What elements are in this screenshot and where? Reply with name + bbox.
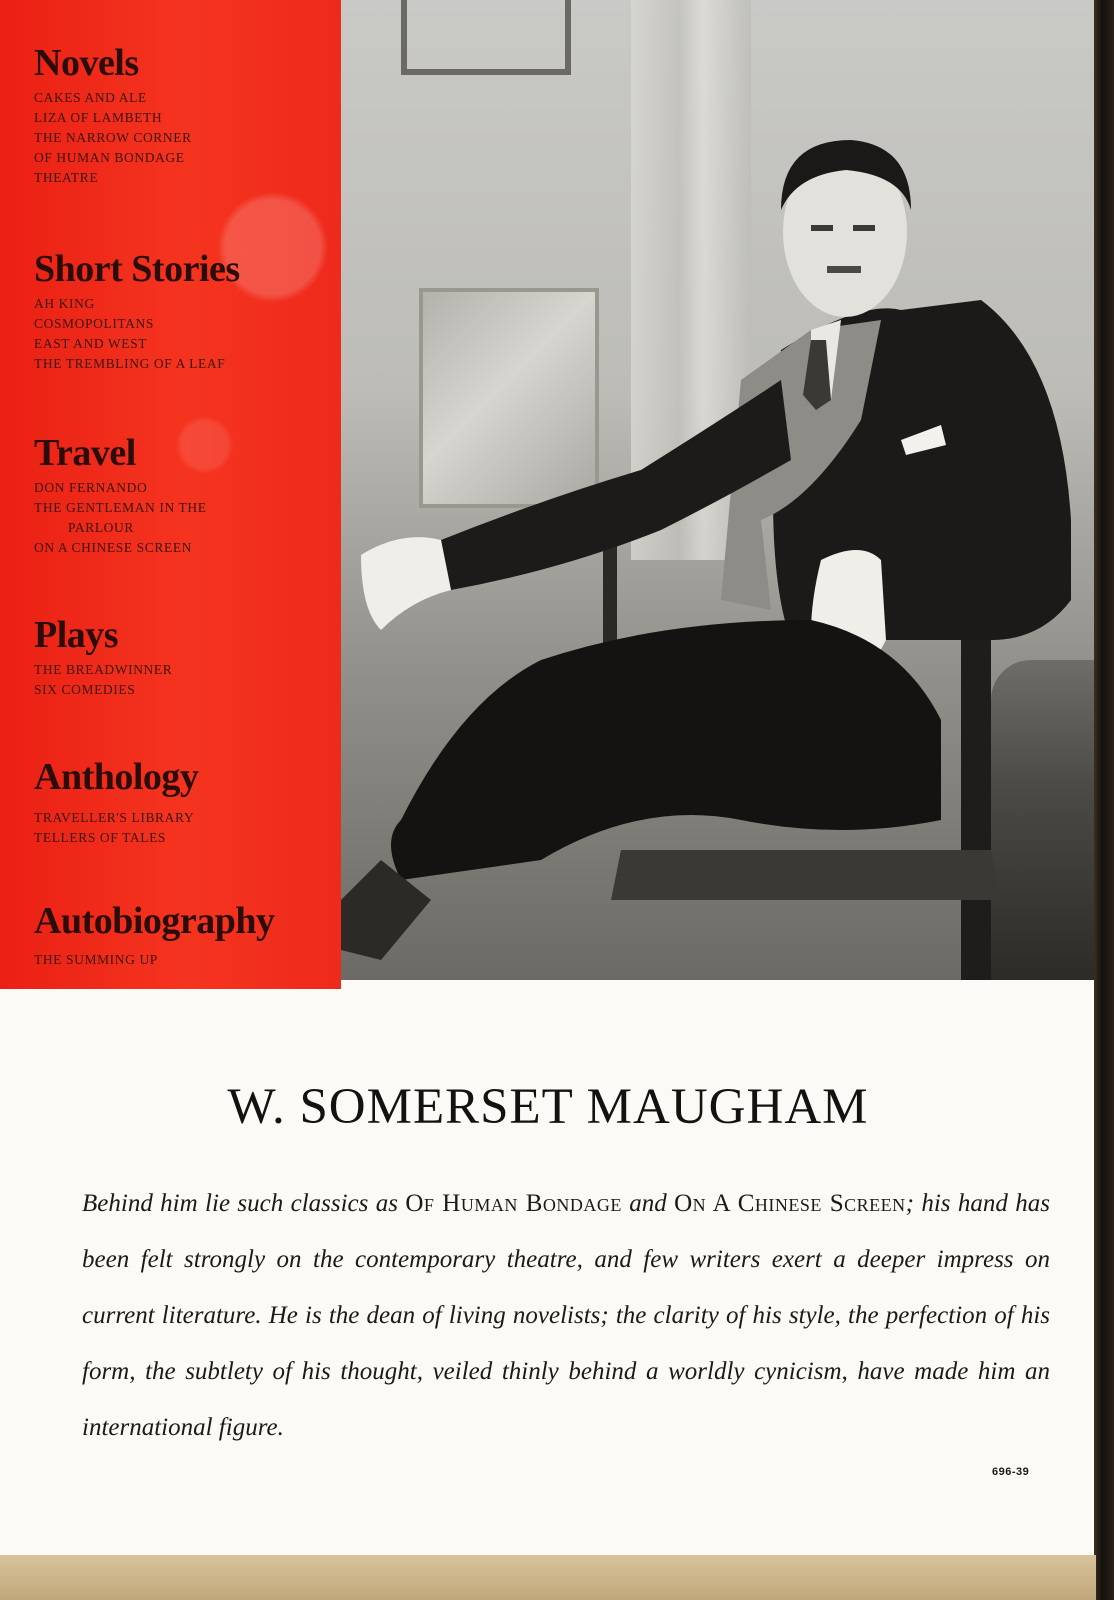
- book-title: Of Human Bondage: [405, 1190, 622, 1217]
- author-blurb: [82, 1176, 1050, 1456]
- catalog-code: 696-39: [992, 1466, 1030, 1478]
- author-portrait-photo: [341, 0, 1096, 980]
- list-item: THE NARROW CORNER: [34, 130, 192, 145]
- bottom-edge: [0, 1555, 1096, 1600]
- section-heading: Plays: [34, 614, 119, 656]
- list-item: THE BREADWINNER: [34, 662, 173, 677]
- list-item: THE TREMBLING OF A LEAF: [34, 356, 226, 371]
- list-item: COSMOPOLITANS: [34, 316, 154, 331]
- section-heading: Travel: [34, 432, 136, 474]
- section-heading: Novels: [34, 42, 139, 84]
- list-item: AH KING: [34, 296, 95, 311]
- list-item: OF HUMAN BONDAGE: [34, 150, 185, 165]
- list-item: PARLOUR: [68, 520, 134, 535]
- section-autobiography: [34, 902, 275, 970]
- section-heading: Autobiography: [34, 900, 275, 942]
- section-novels: [34, 44, 192, 188]
- section-heading: Short Stories: [34, 248, 240, 290]
- list-item: THEATRE: [34, 170, 99, 185]
- blurb-text: ; his hand has been felt strongly on the contemporary theatre, and few writers exert a deeper impress on current literature. He is the dean of living novelists; the clarity of his style, the perfection of his form, the subtlety of his thought, veiled thinly behind a worldly cynicism, have made him an international figure.: [82, 1190, 1050, 1441]
- list-item: DON FERNANDO: [34, 480, 148, 495]
- list-item: LIZA OF LAMBETH: [34, 110, 163, 125]
- list-item: EAST AND WEST: [34, 336, 148, 351]
- section-travel: [34, 434, 207, 558]
- blurb-text: and: [621, 1190, 675, 1217]
- spine-edge: [1094, 0, 1114, 1600]
- list-item: TRAVELLER'S LIBRARY: [34, 810, 195, 825]
- bibliography-panel: [0, 0, 341, 989]
- section-plays: [34, 616, 172, 700]
- seated-man-figure: [341, 0, 1096, 980]
- section-short-stories: [34, 250, 240, 374]
- book-title: On A Chinese Screen: [674, 1190, 906, 1217]
- list-item: SIX COMEDIES: [34, 682, 136, 697]
- section-heading: Anthology: [34, 756, 199, 798]
- list-item: TELLERS OF TALES: [34, 830, 167, 845]
- list-item: CAKES AND ALE: [34, 90, 147, 105]
- section-anthology: [34, 758, 198, 848]
- blurb-text: Behind him lie such classics as: [82, 1190, 406, 1217]
- list-item: THE SUMMING UP: [34, 952, 158, 967]
- list-item: ON A CHINESE SCREEN: [34, 540, 193, 555]
- list-item: THE GENTLEMAN IN THE: [34, 500, 207, 515]
- author-name: W. SOMERSET MAUGHAM: [227, 1079, 869, 1135]
